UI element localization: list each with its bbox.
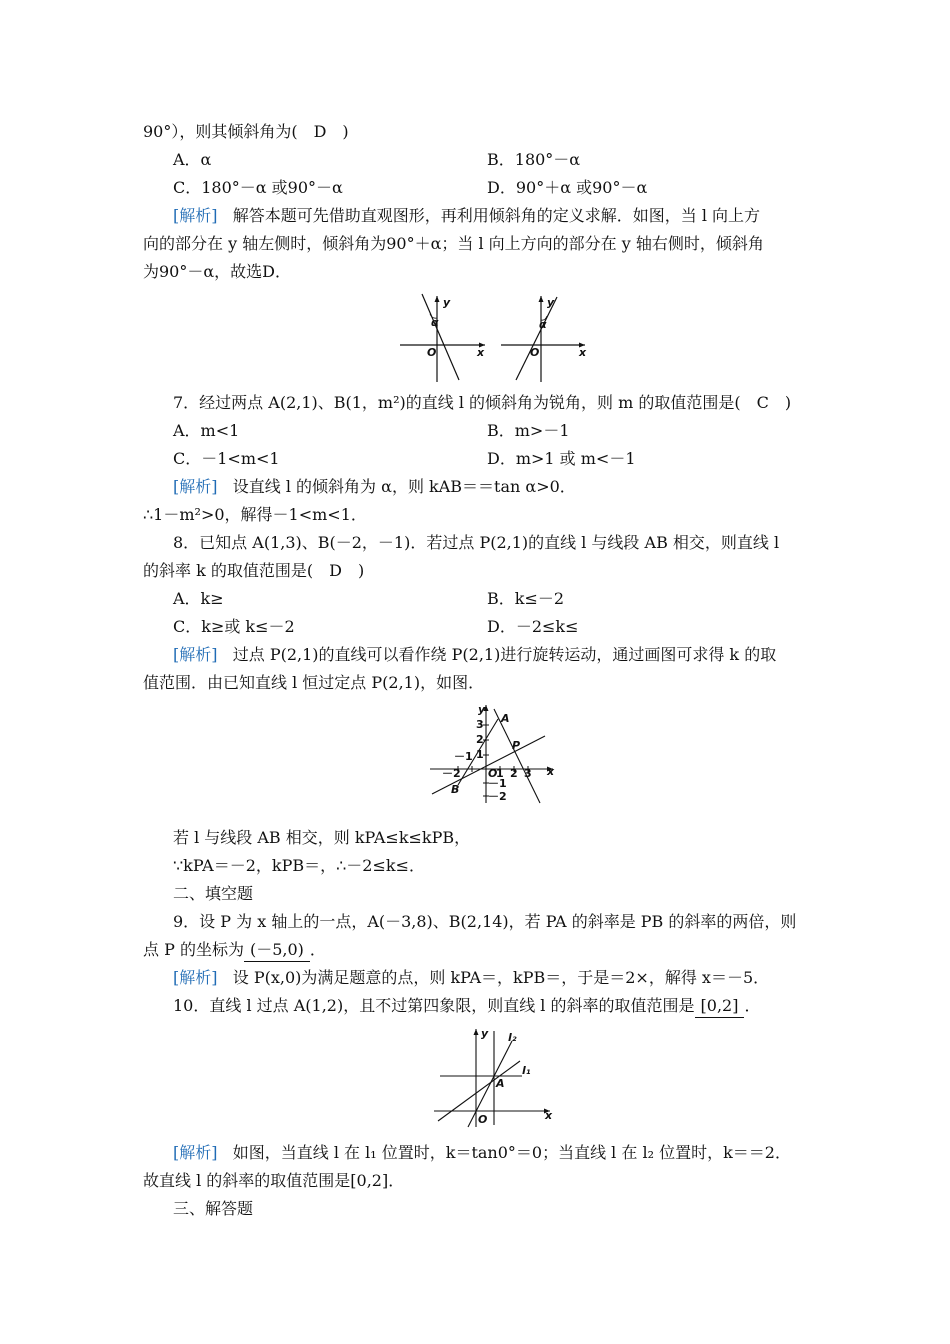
point-b-label: B — [451, 783, 460, 796]
q9-stem-line-2 — [143, 939, 326, 962]
right-line-l — [516, 297, 557, 380]
q6-option-c: C．180°－α 或90°－α — [173, 178, 343, 197]
q10-stem-prefix: 10．直线 l 过点 A(1,2)，且不过第四象限，则直线 l 的斜率的取值范围是 — [173, 996, 695, 1015]
q8-after-line-2: ∵kPA＝－2，kPB＝，∴－2≤k≤． — [173, 856, 425, 875]
q8-analysis-line-1 — [173, 644, 776, 666]
analysis-tag: [解析] — [173, 645, 218, 664]
tick-label-xm2: －2 — [442, 767, 461, 780]
q10-figure — [432, 1025, 558, 1129]
left-y-label: y — [443, 296, 451, 309]
left-alpha-label: α — [431, 316, 439, 329]
point-p-label: P — [512, 739, 521, 752]
q6-analysis-line-2: 向的部分在 y 轴左侧时，倾斜角为90°＋α；当 l 向上方向的部分在 y 轴右侧时，倾斜角 — [143, 234, 764, 253]
q8-figure — [428, 703, 558, 807]
tick-label-ym1: －1 — [488, 777, 507, 790]
q6-option-b: B．180°－α — [487, 150, 581, 169]
q6-option-d: D．90°＋α 或90°－α — [487, 178, 648, 197]
left-origin-label: O — [427, 346, 437, 359]
y-label: y — [478, 703, 486, 716]
q6-figure — [395, 292, 595, 384]
arrow-icon — [474, 1029, 479, 1035]
q10-analysis-line-1 — [173, 1142, 791, 1164]
tick-label-y3: 3 — [476, 718, 484, 731]
q9-answer: (－5,0) — [249, 940, 304, 959]
l1-label: l₁ — [522, 1064, 531, 1077]
analysis-tag: [解析] — [173, 206, 218, 225]
q10-answer: [0,2] — [700, 996, 739, 1015]
l2-label: l₂ — [508, 1031, 517, 1044]
q8-option-d: D．－2≤k≤ — [487, 617, 579, 636]
q6-analysis-text-1: 解答本题可先借助直观图形，再利用倾斜角的定义求解．如图，当 l 向上方 — [232, 206, 761, 225]
tick-label-x1: 1 — [496, 767, 504, 780]
tick-label-ym2: －2 — [488, 790, 507, 803]
origin-label: O — [488, 767, 498, 780]
q7-option-c: C．－1<m<1 — [173, 449, 280, 468]
q7-option-b: B．m>－1 — [487, 421, 570, 440]
q7-analysis-text-1: 设直线 l 的倾斜角为 α，则 kAB＝＝tan α>0． — [232, 477, 576, 496]
q9-stem-line-1: 9．设 P 为 x 轴上的一点，A(－3,8)、B(2,14)，若 PA 的斜率是 PB 的斜率的两倍，则 — [173, 912, 797, 931]
q9-stem-suffix: ． — [309, 940, 326, 959]
q7-option-d: D．m>1 或 m<－1 — [487, 449, 636, 468]
q10-answer-blank — [695, 995, 745, 1018]
q10-stem — [173, 995, 760, 1018]
q9-analysis-line-1 — [173, 967, 769, 989]
x-label: x — [547, 765, 555, 778]
line-oa — [438, 1061, 520, 1121]
right-x-label: x — [579, 346, 587, 359]
q6-analysis-line-3: 为90°－α，故选D． — [143, 262, 291, 281]
left-x-label: x — [477, 346, 485, 359]
section-heading-fill-in: 二、填空题 — [173, 884, 254, 903]
q8-after-line-1: 若 l 与线段 AB 相交，则 kPA≤k≤kPB， — [173, 828, 471, 847]
tick-label-x3: 3 — [524, 767, 532, 780]
analysis-tag: [解析] — [173, 477, 218, 496]
arrow-icon — [539, 296, 544, 302]
x-label: x — [545, 1109, 553, 1122]
right-origin-label: O — [530, 346, 540, 359]
q7-stem: 7．经过两点 A(2,1)、B(1，m²)的直线 l 的倾斜角为锐角，则 m 的取值范围是( C ) — [173, 393, 792, 412]
tick-label-y2: 2 — [476, 733, 484, 746]
analysis-tag: [解析] — [173, 1143, 218, 1162]
q6-option-a: A．α — [173, 150, 212, 169]
q9-analysis-text-1: 设 P(x,0)为满足题意的点，则 kPA＝，kPB＝，于是＝2×，解得 x＝－5． — [232, 968, 770, 987]
q8-stem-line-2: 的斜率 k 的取值范围是( D ) — [143, 561, 365, 580]
line-l2 — [468, 1041, 512, 1127]
y-label: y — [481, 1027, 489, 1040]
q6-stem: 90°），则其倾斜角为( D ) — [143, 122, 349, 141]
point-a-label: A — [496, 1077, 505, 1090]
q6-analysis-line-1 — [173, 205, 760, 227]
tick-label-y1: 1 — [476, 748, 484, 761]
section-heading-answer: 三、解答题 — [173, 1199, 254, 1218]
q8-analysis-line-2: 值范围．由已知直线 l 恒过定点 P(2,1)，如图． — [143, 673, 485, 692]
q7-analysis-line-2: ∴1－m²>0，解得－1<m<1． — [143, 505, 367, 524]
arrow-icon — [435, 296, 440, 302]
q8-option-c: C．k≥或 k≤－2 — [173, 617, 295, 636]
q10-stem-suffix: ． — [744, 996, 761, 1015]
right-y-label: y — [547, 296, 555, 309]
origin-label: O — [478, 1113, 488, 1126]
q10-analysis-line-2: 故直线 l 的斜率的取值范围是[0,2]． — [143, 1171, 405, 1190]
point-a-label: A — [501, 712, 510, 725]
q8-stem-line-1: 8．已知点 A(1,3)、B(－2，－1)．若过点 P(2,1)的直线 l 与线段 AB 相交，则直线 l — [173, 533, 780, 552]
tick-label-xm1: －1 — [454, 750, 473, 763]
tick-label-x2: 2 — [510, 767, 518, 780]
q9-answer-blank — [244, 939, 310, 962]
q8-analysis-text-1: 过点 P(2,1)的直线可以看作绕 P(2,1)进行旋转运动，通过画图可求得 k 的取 — [232, 645, 777, 664]
q7-option-a: A．m<1 — [173, 421, 240, 440]
analysis-tag: [解析] — [173, 968, 218, 987]
q9-stem-prefix: 点 P 的坐标为 — [143, 940, 244, 959]
q7-analysis-line-1 — [173, 476, 576, 498]
left-line-l — [422, 294, 459, 380]
right-alpha-label: α — [539, 318, 547, 331]
q8-option-a: A．k≥ — [173, 589, 224, 608]
q10-analysis-text-1: 如图，当直线 l 在 l₁ 位置时，k＝tan0°＝0；当直线 l 在 l₂ 位置时，k＝＝2． — [232, 1143, 791, 1162]
q8-option-b: B．k≤－2 — [487, 589, 565, 608]
